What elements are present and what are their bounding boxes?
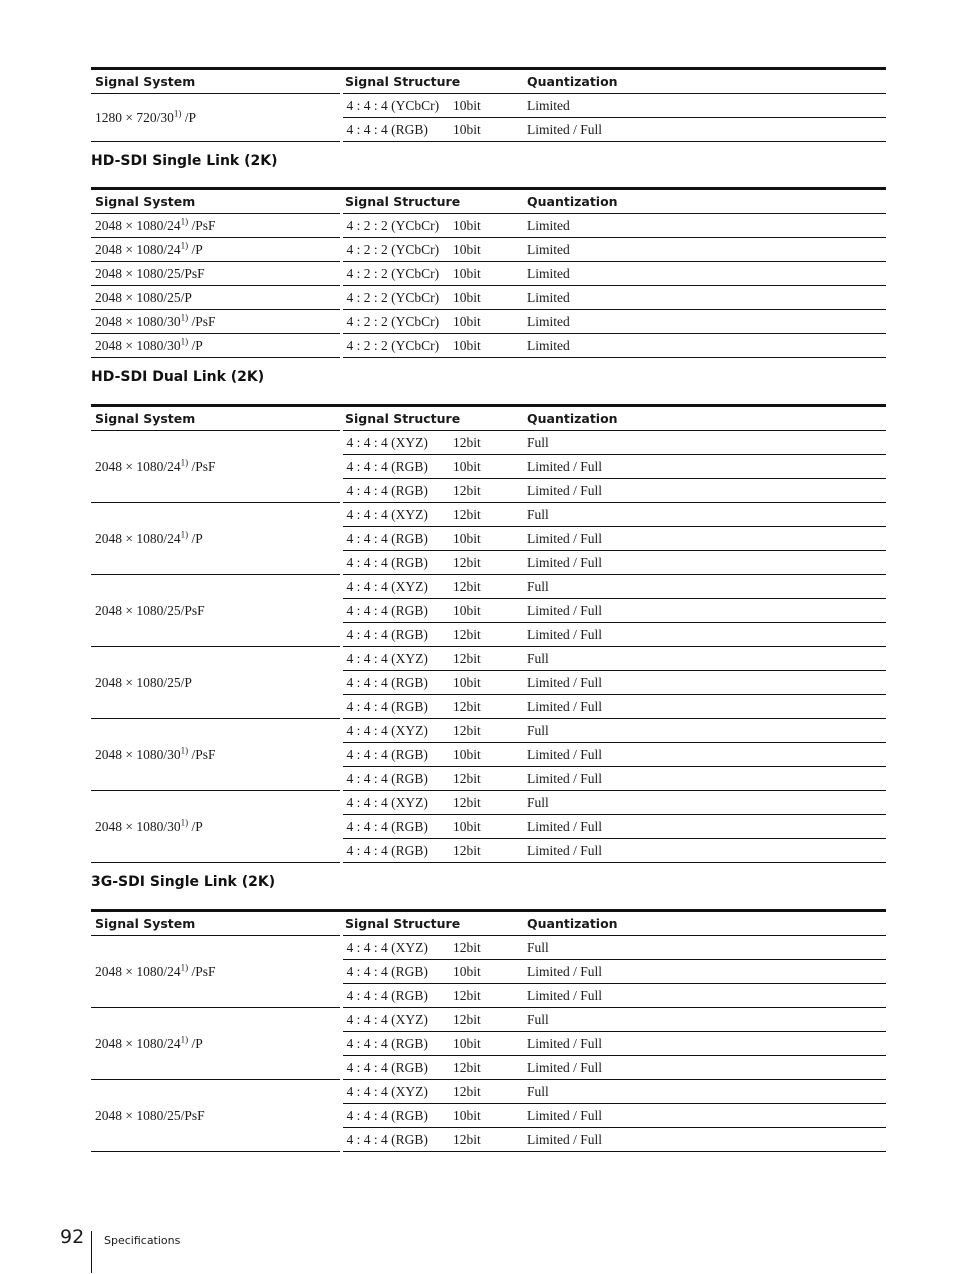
signal-system-cell <box>91 94 341 142</box>
bit-depth-cell: 12bit <box>449 551 523 575</box>
bit-depth-cell: 10bit <box>449 214 523 238</box>
bit-depth-cell: 12bit <box>449 791 523 815</box>
table-header-row <box>91 911 886 936</box>
signal-system-suffix: /PsF <box>188 313 216 329</box>
quantization-cell: Limited / Full <box>523 1056 886 1080</box>
signal-system-value: 2048 × 1080/24 <box>95 963 181 979</box>
bit-depth-cell: 12bit <box>449 936 523 960</box>
table-row <box>91 238 886 262</box>
signal-structure-cell: 4 : 4 : 4 (RGB) <box>341 551 449 575</box>
signal-system-value: 2048 × 1080/30 <box>95 337 181 353</box>
quantization-cell: Limited / Full <box>523 839 886 863</box>
signal-structure-cell: 4 : 4 : 4 (RGB) <box>341 839 449 863</box>
header-quantization: Quantization <box>523 189 886 214</box>
signal-structure-cell: 4 : 2 : 2 (YCbCr) <box>341 238 449 262</box>
footer-divider <box>91 1231 92 1273</box>
table-row <box>91 334 886 358</box>
footnote-marker: 1) <box>180 336 189 346</box>
bit-depth-cell: 10bit <box>449 238 523 262</box>
signal-system-cell <box>91 310 341 334</box>
signal-structure-cell: 4 : 4 : 4 (XYZ) <box>341 719 449 743</box>
signal-system-value: 2048 × 1080/24 <box>95 458 181 474</box>
signal-structure-cell: 4 : 2 : 2 (YCbCr) <box>341 214 449 238</box>
quantization-cell: Limited <box>523 214 886 238</box>
bit-depth-cell: 10bit <box>449 286 523 310</box>
bit-depth-cell: 10bit <box>449 262 523 286</box>
table-header-row <box>91 189 886 214</box>
signal-system-suffix: /PsF <box>188 746 216 762</box>
quantization-cell: Limited / Full <box>523 1104 886 1128</box>
bit-depth-cell: 10bit <box>449 310 523 334</box>
signal-system-value: 2048 × 1080/24 <box>95 217 181 233</box>
signal-structure-cell: 4 : 4 : 4 (RGB) <box>341 1056 449 1080</box>
signal-system-cell <box>91 936 341 1008</box>
footnote-marker: 1) <box>180 1034 189 1044</box>
signal-system-suffix: /P <box>188 241 203 257</box>
quantization-cell: Limited / Full <box>523 1032 886 1056</box>
bit-depth-cell: 12bit <box>449 479 523 503</box>
header-quantization: Quantization <box>523 911 886 936</box>
quantization-cell: Limited / Full <box>523 1128 886 1152</box>
signal-system-cell <box>91 238 341 262</box>
signal-system-suffix: /PsF <box>188 963 216 979</box>
signal-system-value: 2048 × 1080/24 <box>95 1035 181 1051</box>
signal-structure-cell: 4 : 4 : 4 (RGB) <box>341 118 449 142</box>
table-block-2 <box>91 404 886 863</box>
signal-structure-cell: 4 : 4 : 4 (RGB) <box>341 743 449 767</box>
bit-depth-cell: 12bit <box>449 1008 523 1032</box>
quantization-cell: Full <box>523 1080 886 1104</box>
quantization-cell: Full <box>523 936 886 960</box>
table-row <box>91 503 886 527</box>
signal-structure-cell: 4 : 2 : 2 (YCbCr) <box>341 262 449 286</box>
bit-depth-cell: 12bit <box>449 623 523 647</box>
signal-structure-cell: 4 : 4 : 4 (RGB) <box>341 599 449 623</box>
header-signal-system: Signal System <box>91 406 341 431</box>
table-row <box>91 719 886 743</box>
section-title-3g-sdi-single-link: 3G-SDI Single Link (2K) <box>91 874 276 890</box>
signal-structure-cell: 4 : 4 : 4 (XYZ) <box>341 647 449 671</box>
table-row <box>91 1008 886 1032</box>
bit-depth-cell: 12bit <box>449 1056 523 1080</box>
table-row <box>91 791 886 815</box>
signal-system-value: 2048 × 1080/24 <box>95 530 181 546</box>
quantization-cell: Full <box>523 431 886 455</box>
signal-structure-cell: 4 : 4 : 4 (XYZ) <box>341 1008 449 1032</box>
signal-structure-cell: 4 : 4 : 4 (RGB) <box>341 960 449 984</box>
bit-depth-cell: 12bit <box>449 431 523 455</box>
signal-structure-cell: 4 : 4 : 4 (RGB) <box>341 623 449 647</box>
quantization-cell: Limited <box>523 262 886 286</box>
signal-system-suffix: /PsF <box>188 458 216 474</box>
signal-system-suffix: /P <box>188 1035 203 1051</box>
signal-structure-cell: 4 : 4 : 4 (RGB) <box>341 527 449 551</box>
signal-system-suffix: /PsF <box>188 217 216 233</box>
signal-structure-cell: 4 : 4 : 4 (YCbCr) <box>341 94 449 118</box>
signal-system-value: 2048 × 1080/25/P <box>95 289 192 305</box>
quantization-cell: Full <box>523 575 886 599</box>
signal-system-value: 2048 × 1080/30 <box>95 313 181 329</box>
table-row <box>91 575 886 599</box>
header-signal-system: Signal System <box>91 69 341 94</box>
table-row <box>91 94 886 118</box>
quantization-cell: Full <box>523 719 886 743</box>
signal-structure-cell: 4 : 2 : 2 (YCbCr) <box>341 310 449 334</box>
header-signal-structure: Signal Structure <box>341 406 523 431</box>
bit-depth-cell: 12bit <box>449 719 523 743</box>
quantization-cell: Limited / Full <box>523 118 886 142</box>
table-block-3 <box>91 909 886 1152</box>
page-number: 92 <box>60 1226 85 1248</box>
spec-table <box>91 404 886 863</box>
footnote-marker: 1) <box>180 312 189 322</box>
quantization-cell: Limited / Full <box>523 551 886 575</box>
signal-structure-cell: 4 : 4 : 4 (XYZ) <box>341 936 449 960</box>
quantization-cell: Limited / Full <box>523 623 886 647</box>
signal-structure-cell: 4 : 4 : 4 (RGB) <box>341 815 449 839</box>
quantization-cell: Full <box>523 647 886 671</box>
signal-system-cell <box>91 575 341 647</box>
signal-system-value: 2048 × 1080/25/PsF <box>95 602 205 618</box>
quantization-cell: Limited / Full <box>523 599 886 623</box>
table-block-1 <box>91 187 886 358</box>
footnote-marker: 1) <box>180 745 189 755</box>
signal-structure-cell: 4 : 4 : 4 (RGB) <box>341 671 449 695</box>
bit-depth-cell: 10bit <box>449 334 523 358</box>
table-row <box>91 214 886 238</box>
signal-system-value: 2048 × 1080/24 <box>95 241 181 257</box>
signal-structure-cell: 4 : 4 : 4 (RGB) <box>341 479 449 503</box>
header-quantization: Quantization <box>523 69 886 94</box>
signal-system-value: 2048 × 1080/25/PsF <box>95 265 205 281</box>
bit-depth-cell: 10bit <box>449 1104 523 1128</box>
bit-depth-cell: 12bit <box>449 647 523 671</box>
quantization-cell: Limited <box>523 286 886 310</box>
signal-system-cell <box>91 1080 341 1152</box>
footer-section-label: Specifications <box>104 1234 181 1247</box>
signal-system-suffix: /P <box>188 530 203 546</box>
footnote-marker: 1) <box>180 962 189 972</box>
signal-system-cell <box>91 791 341 863</box>
signal-system-value: 2048 × 1080/30 <box>95 746 181 762</box>
signal-system-value: 2048 × 1080/30 <box>95 818 181 834</box>
bit-depth-cell: 10bit <box>449 118 523 142</box>
quantization-cell: Limited / Full <box>523 671 886 695</box>
bit-depth-cell: 12bit <box>449 1080 523 1104</box>
signal-structure-cell: 4 : 4 : 4 (XYZ) <box>341 1080 449 1104</box>
header-signal-structure: Signal Structure <box>341 69 523 94</box>
section-title-hd-sdi-single-link: HD-SDI Single Link (2K) <box>91 153 278 169</box>
bit-depth-cell: 10bit <box>449 960 523 984</box>
signal-system-cell <box>91 719 341 791</box>
signal-system-suffix: /P <box>188 337 203 353</box>
quantization-cell: Limited <box>523 94 886 118</box>
table-block-0 <box>91 67 886 142</box>
bit-depth-cell: 10bit <box>449 815 523 839</box>
table-row <box>91 310 886 334</box>
quantization-cell: Limited / Full <box>523 743 886 767</box>
table-header-row <box>91 69 886 94</box>
bit-depth-cell: 10bit <box>449 94 523 118</box>
signal-system-cell <box>91 647 341 719</box>
bit-depth-cell: 10bit <box>449 671 523 695</box>
quantization-cell: Limited / Full <box>523 815 886 839</box>
section-title-hd-sdi-dual-link: HD-SDI Dual Link (2K) <box>91 369 265 385</box>
bit-depth-cell: 10bit <box>449 743 523 767</box>
bit-depth-cell: 10bit <box>449 455 523 479</box>
table-row <box>91 936 886 960</box>
footnote-marker: 1) <box>180 457 189 467</box>
signal-system-suffix: /P <box>188 818 203 834</box>
signal-system-value: 2048 × 1080/25/P <box>95 674 192 690</box>
signal-system-value: 1280 × 720/30 <box>95 109 174 125</box>
bit-depth-cell: 10bit <box>449 599 523 623</box>
quantization-cell: Full <box>523 791 886 815</box>
quantization-cell: Limited <box>523 238 886 262</box>
header-signal-system: Signal System <box>91 189 341 214</box>
signal-system-value: 2048 × 1080/25/PsF <box>95 1107 205 1123</box>
bit-depth-cell: 12bit <box>449 839 523 863</box>
quantization-cell: Limited / Full <box>523 527 886 551</box>
signal-structure-cell: 4 : 4 : 4 (RGB) <box>341 1032 449 1056</box>
signal-structure-cell: 4 : 4 : 4 (RGB) <box>341 1104 449 1128</box>
spec-table <box>91 187 886 358</box>
footnote-marker: 1) <box>180 216 189 226</box>
signal-system-cell <box>91 214 341 238</box>
table-row <box>91 647 886 671</box>
signal-structure-cell: 4 : 4 : 4 (XYZ) <box>341 503 449 527</box>
table-header-row <box>91 406 886 431</box>
quantization-cell: Limited / Full <box>523 960 886 984</box>
signal-system-cell <box>91 334 341 358</box>
bit-depth-cell: 12bit <box>449 503 523 527</box>
table-row <box>91 286 886 310</box>
quantization-cell: Limited / Full <box>523 984 886 1008</box>
signal-structure-cell: 4 : 4 : 4 (RGB) <box>341 984 449 1008</box>
bit-depth-cell: 12bit <box>449 984 523 1008</box>
signal-structure-cell: 4 : 4 : 4 (RGB) <box>341 767 449 791</box>
signal-structure-cell: 4 : 4 : 4 (RGB) <box>341 695 449 719</box>
bit-depth-cell: 12bit <box>449 767 523 791</box>
header-quantization: Quantization <box>523 406 886 431</box>
signal-structure-cell: 4 : 2 : 2 (YCbCr) <box>341 286 449 310</box>
quantization-cell: Limited <box>523 310 886 334</box>
quantization-cell: Limited / Full <box>523 479 886 503</box>
bit-depth-cell: 10bit <box>449 1032 523 1056</box>
quantization-cell: Limited <box>523 334 886 358</box>
signal-system-cell <box>91 262 341 286</box>
table-row <box>91 262 886 286</box>
signal-system-cell <box>91 503 341 575</box>
signal-structure-cell: 4 : 4 : 4 (XYZ) <box>341 431 449 455</box>
signal-system-suffix: /P <box>181 109 197 125</box>
footnote-marker: 1) <box>180 240 189 250</box>
quantization-cell: Limited / Full <box>523 695 886 719</box>
bit-depth-cell: 12bit <box>449 1128 523 1152</box>
signal-structure-cell: 4 : 4 : 4 (XYZ) <box>341 791 449 815</box>
header-signal-structure: Signal Structure <box>341 911 523 936</box>
quantization-cell: Full <box>523 503 886 527</box>
header-signal-system: Signal System <box>91 911 341 936</box>
spec-table <box>91 67 886 142</box>
footnote-marker: 1) <box>180 817 189 827</box>
signal-system-cell <box>91 286 341 310</box>
quantization-cell: Limited / Full <box>523 767 886 791</box>
bit-depth-cell: 10bit <box>449 527 523 551</box>
table-row <box>91 1080 886 1104</box>
spec-table <box>91 909 886 1152</box>
signal-structure-cell: 4 : 4 : 4 (RGB) <box>341 455 449 479</box>
bit-depth-cell: 12bit <box>449 695 523 719</box>
footnote-marker: 1) <box>173 108 182 118</box>
bit-depth-cell: 12bit <box>449 575 523 599</box>
signal-system-cell <box>91 1008 341 1080</box>
signal-structure-cell: 4 : 4 : 4 (RGB) <box>341 1128 449 1152</box>
table-row <box>91 431 886 455</box>
signal-structure-cell: 4 : 4 : 4 (XYZ) <box>341 575 449 599</box>
signal-structure-cell: 4 : 2 : 2 (YCbCr) <box>341 334 449 358</box>
quantization-cell: Full <box>523 1008 886 1032</box>
header-signal-structure: Signal Structure <box>341 189 523 214</box>
quantization-cell: Limited / Full <box>523 455 886 479</box>
signal-system-cell <box>91 431 341 503</box>
footnote-marker: 1) <box>180 529 189 539</box>
